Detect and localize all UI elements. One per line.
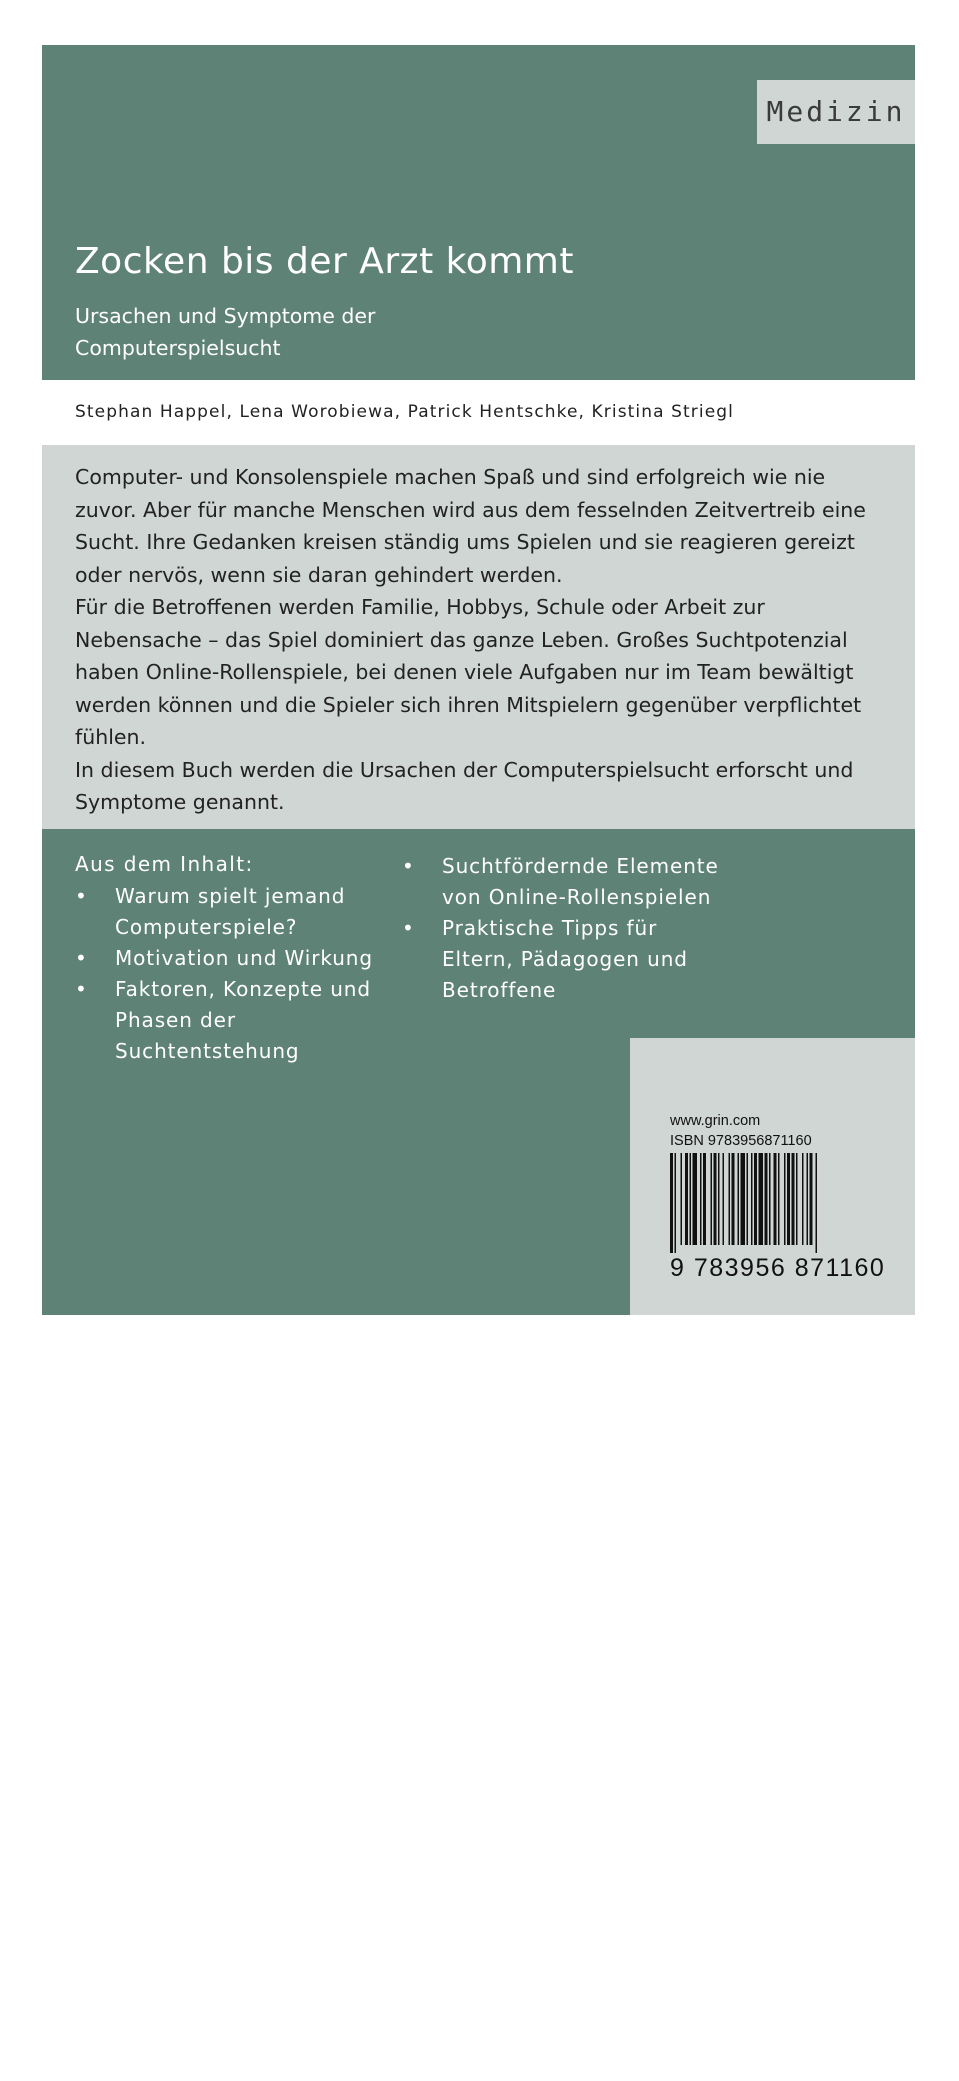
barcode-bar — [751, 1153, 753, 1245]
publisher-url: www.grin.com — [670, 1113, 761, 1129]
book-title: Zocken bis der Arzt kommt — [75, 241, 574, 282]
barcode-panel — [630, 1038, 915, 1315]
barcode-bar — [747, 1153, 749, 1245]
barcode-bar — [769, 1153, 771, 1245]
list-item — [402, 913, 722, 1006]
barcode-bar — [774, 1153, 777, 1245]
contents-list-right — [402, 851, 722, 1006]
barcode-bar — [703, 1153, 706, 1245]
barcode-digits: 9 783956 871160 — [670, 1254, 886, 1282]
barcode-bar — [711, 1153, 713, 1245]
barcode-bar — [729, 1153, 731, 1245]
bullet-icon: • — [402, 916, 415, 940]
barcode-bar — [693, 1153, 698, 1245]
blurb-paragraph: Für die Betroffenen werden Familie, Hobbys, Schule oder Arbeit zur Nebensache – das Spiel dominiert das ganze Leben. Großes Suchtpotenzial haben Online-Rollenspiele, bei denen viele Aufgaben nur im Team bewältigt werden können und die Spieler sich ihren Mitspielern gegenüber verpflichtet fühlen. — [75, 595, 862, 749]
barcode-bar — [807, 1153, 809, 1245]
contents-heading: Aus dem Inhalt: — [75, 852, 254, 876]
barcode-bar — [714, 1153, 717, 1245]
barcode-icon — [670, 1153, 892, 1253]
isbn-label: ISBN 9783956871160 — [670, 1133, 812, 1149]
list-item-text: Suchtfördernde Elemente von Online-Rollenspielen — [442, 854, 719, 909]
title-band — [42, 45, 915, 380]
book-back-cover — [42, 45, 915, 2080]
barcode-bar — [675, 1153, 677, 1253]
list-item-text: Praktische Tipps für Eltern, Pädagogen und Betroffene — [442, 916, 688, 1002]
list-item-text: Faktoren, Konzepte und Phasen der Suchtentstehung — [115, 977, 371, 1063]
barcode-bar — [690, 1153, 692, 1245]
barcode-bar — [810, 1153, 813, 1245]
barcode-bar — [778, 1153, 780, 1245]
blurb-paragraph: Computer- und Konsolenspiele machen Spaß und sind erfolgreich wie nie zuvor. Aber für manche Menschen wird aus dem fesselnden Zeitvertreib eine Sucht. Ihre Gedanken kreisen ständig ums Spielen und sie reagieren gereizt oder nervös, wenn sie daran gehindert werden. — [75, 465, 866, 587]
barcode-bar — [802, 1153, 804, 1245]
barcode-bar — [784, 1153, 786, 1245]
barcode-bar — [796, 1153, 798, 1245]
barcode-bar — [732, 1153, 735, 1245]
list-item — [75, 974, 395, 1067]
bullet-icon: • — [75, 946, 88, 970]
barcode-bar — [792, 1153, 795, 1245]
bullet-icon: • — [75, 884, 88, 908]
contents-list-left — [75, 881, 395, 1067]
blurb-band — [42, 445, 915, 829]
barcode-bar — [670, 1153, 673, 1253]
barcode-bar — [723, 1153, 725, 1245]
author-list: Stephan Happel, Lena Worobiewa, Patrick Hentschke, Kristina Striegl — [75, 402, 734, 422]
list-item-text: Motivation und Wirkung — [115, 946, 373, 970]
bullet-icon: • — [402, 854, 415, 878]
barcode-bar — [681, 1153, 683, 1245]
category-label: Medizin — [757, 80, 915, 144]
list-item — [75, 881, 395, 943]
barcode-bar — [754, 1153, 757, 1245]
barcode-bar — [738, 1153, 740, 1245]
barcode-bar — [700, 1153, 702, 1245]
barcode-bar — [685, 1153, 688, 1245]
barcode-bar — [741, 1153, 746, 1245]
blurb-paragraph: In diesem Buch werden die Ursachen der Computerspielsucht erforscht und Symptome genannt. — [75, 757, 854, 814]
barcode-bar — [816, 1153, 818, 1253]
cover-image-credit: Coverbild: pixabay.com — [75, 2061, 251, 2080]
list-item — [402, 851, 722, 913]
blurb-text — [75, 461, 885, 819]
barcode-bar — [759, 1153, 764, 1245]
list-item — [75, 943, 395, 974]
barcode-bar — [718, 1153, 720, 1245]
barcode-bar — [765, 1153, 768, 1245]
bullet-icon: • — [75, 977, 88, 1001]
barcode-bar — [787, 1153, 790, 1245]
book-subtitle: Ursachen und Symptome der Computerspielsucht — [75, 304, 376, 360]
list-item-text: Warum spielt jemand Computerspiele? — [115, 884, 346, 939]
